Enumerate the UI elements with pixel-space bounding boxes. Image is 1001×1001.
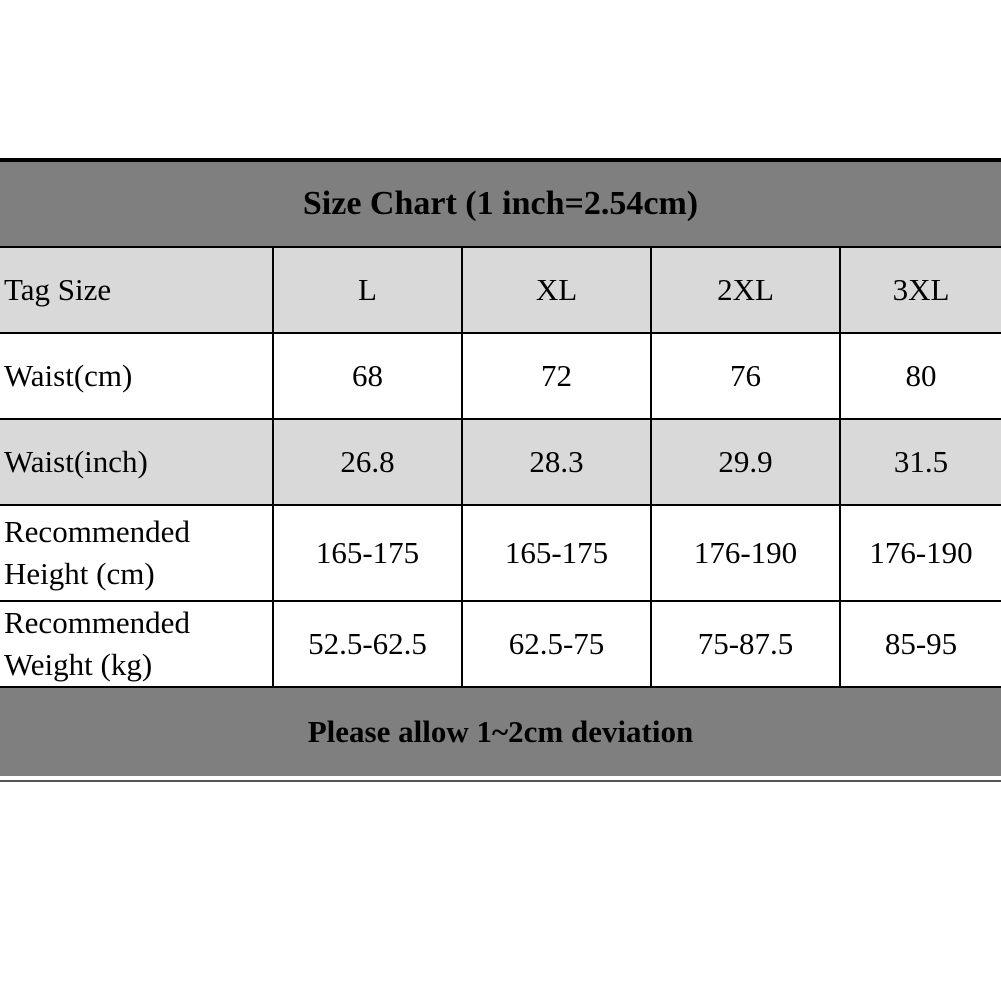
table-row-waist-inch (0, 419, 1001, 505)
row-label: Waist(inch) (0, 419, 273, 505)
row-label (0, 505, 273, 601)
row-label-line2: Weight (kg) (4, 647, 153, 682)
table-cell: 29.9 (651, 419, 840, 505)
table-cell: 62.5-75 (462, 601, 651, 687)
row-label-line1: Recommended (4, 605, 190, 641)
table-row-waist-cm (0, 333, 1001, 419)
table-cell: 165-175 (273, 505, 462, 601)
table-cell: 68 (273, 333, 462, 419)
table-cell: 80 (840, 333, 1001, 419)
size-table (0, 248, 1001, 688)
table-cell: 75-87.5 (651, 601, 840, 687)
table-cell: 176-190 (651, 505, 840, 601)
row-label: Waist(cm) (0, 333, 273, 419)
table-cell: 176-190 (840, 505, 1001, 601)
table-cell: 52.5-62.5 (273, 601, 462, 687)
table-row-height (0, 505, 1001, 601)
table-row-tag-size (0, 248, 1001, 333)
table-cell: 28.3 (462, 419, 651, 505)
table-cell: 31.5 (840, 419, 1001, 505)
table-cell: 2XL (651, 248, 840, 333)
table-cell: L (273, 248, 462, 333)
row-label: Tag Size (0, 248, 273, 333)
row-label-line1: Recommended (4, 514, 190, 550)
table-cell: 3XL (840, 248, 1001, 333)
table-cell: 26.8 (273, 419, 462, 505)
table-row-weight (0, 601, 1001, 687)
table-cell: 165-175 (462, 505, 651, 601)
table-cell: 76 (651, 333, 840, 419)
row-label-line2: Height (cm) (4, 556, 155, 591)
chart-title: Size Chart (1 inch=2.54cm) (0, 162, 1001, 248)
footer-note: Please allow 1~2cm deviation (0, 688, 1001, 776)
bottom-divider (0, 780, 1001, 782)
table-cell: 85-95 (840, 601, 1001, 687)
size-chart (0, 158, 1001, 782)
table-cell: 72 (462, 333, 651, 419)
row-label (0, 601, 273, 687)
table-cell: XL (462, 248, 651, 333)
